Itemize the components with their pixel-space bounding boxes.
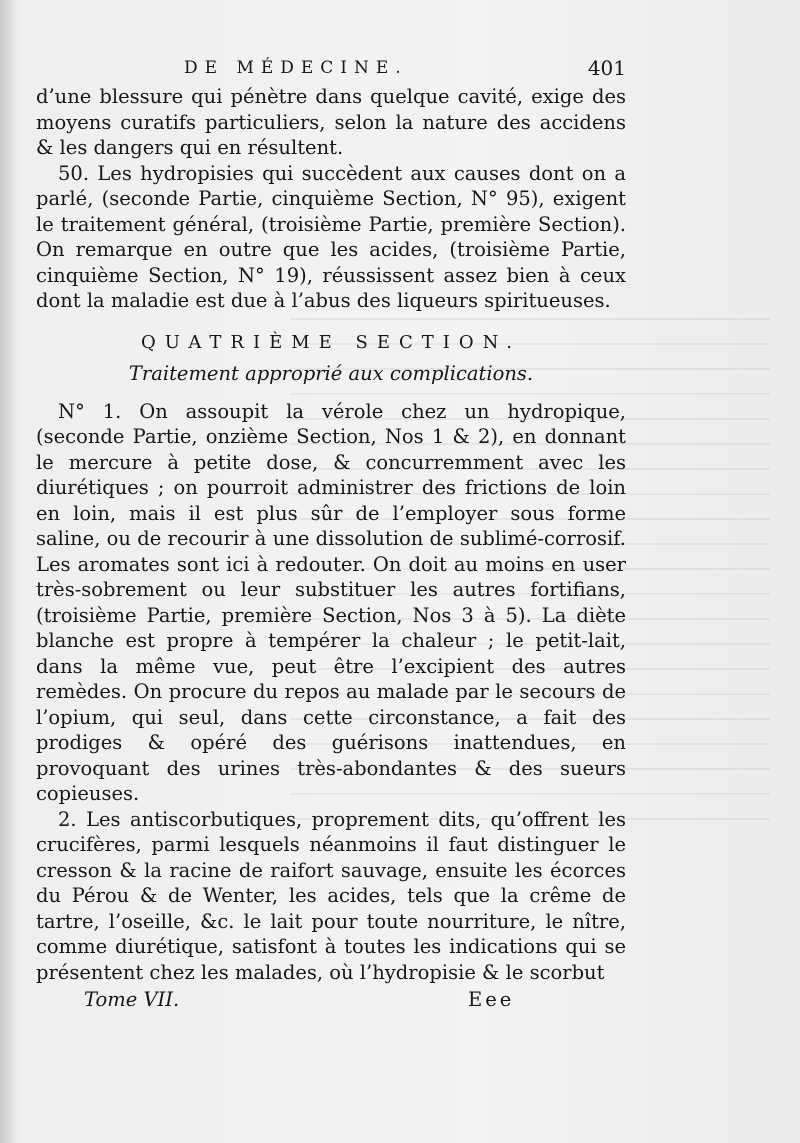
signature-mark: Eee xyxy=(468,988,515,1011)
page-number: 401 xyxy=(587,56,626,80)
running-head xyxy=(36,50,626,84)
text-block xyxy=(36,50,626,1015)
paragraph-50: 50. Les hydropisies qui succèdent aux causes dont on a parlé, (seconde Partie, cinquième Section, N° 95), exigent le traitement général, (troisième Partie, première Section). On remarque en outre que les acides, (troisième Partie, cinquième Section, N° 19), réussissent assez bien à ceux dont la maladie est due à l’abus des liqueurs spiritueuses. xyxy=(36,161,626,312)
paragraph-no1: N° 1. On assoupit la vérole chez un hydropique, (seconde Partie, onzième Section, Nos 1 & 2), en donnant le mercure à petite dose, & concurremment avec les diurétiques ; on pourroit administrer des frictions de loin en loin, mais il est plus sûr de l’employer sous forme saline, ou de recourir à une dissolution de sublimé-corrosif. Les aromates sont ici à redouter. On doit au moins en user très-sobrement ou leur substituer les autres fortifians, (troisième Partie, première Section, Nos 3 à 5). La diète blanche est propre à tempérer la chaleur ; le petit-lait, dans la même vue, peut être l’excipient des autres remèdes. On procure du repos au malade par le secours de l’opium, qui seul, dans cette circonstance, a fait des prodiges & opéré des guérisons inattendues, en provoquant des urines très-abondantes & des sueurs copieuses. xyxy=(36,399,626,805)
paragraph-continuation: d’une blessure qui pénètre dans quelque cavité, exige des moyens curatifs particuliers, selon la nature des accidens & les dangers qui en résultent. xyxy=(36,85,626,159)
running-title: DE MÉDECINE. xyxy=(184,58,408,78)
page-gutter-shadow xyxy=(0,0,14,1143)
section-heading: QUATRIÈME SECTION. xyxy=(141,331,521,353)
volume-label: Tome VII. xyxy=(84,988,180,1011)
page-footer xyxy=(36,987,626,1015)
paragraph-2: 2. Les antiscorbutiques, proprement dits, qu’offrent les crucifères, parmi lesquels néanmoins il faut distinguer le cresson & la racine de raifort sauvage, ensuite les écorces du Pérou & de Wenter, les acides, tels que la crême de tartre, l’oseille, &c. le lait pour toute nourriture, le nître, comme diurétique, satisfont à toutes les indications qui se présentent chez les malades, où l’hydropisie & le scorbut xyxy=(36,807,626,984)
section-subheading: Traitement approprié aux complications. xyxy=(128,362,534,385)
